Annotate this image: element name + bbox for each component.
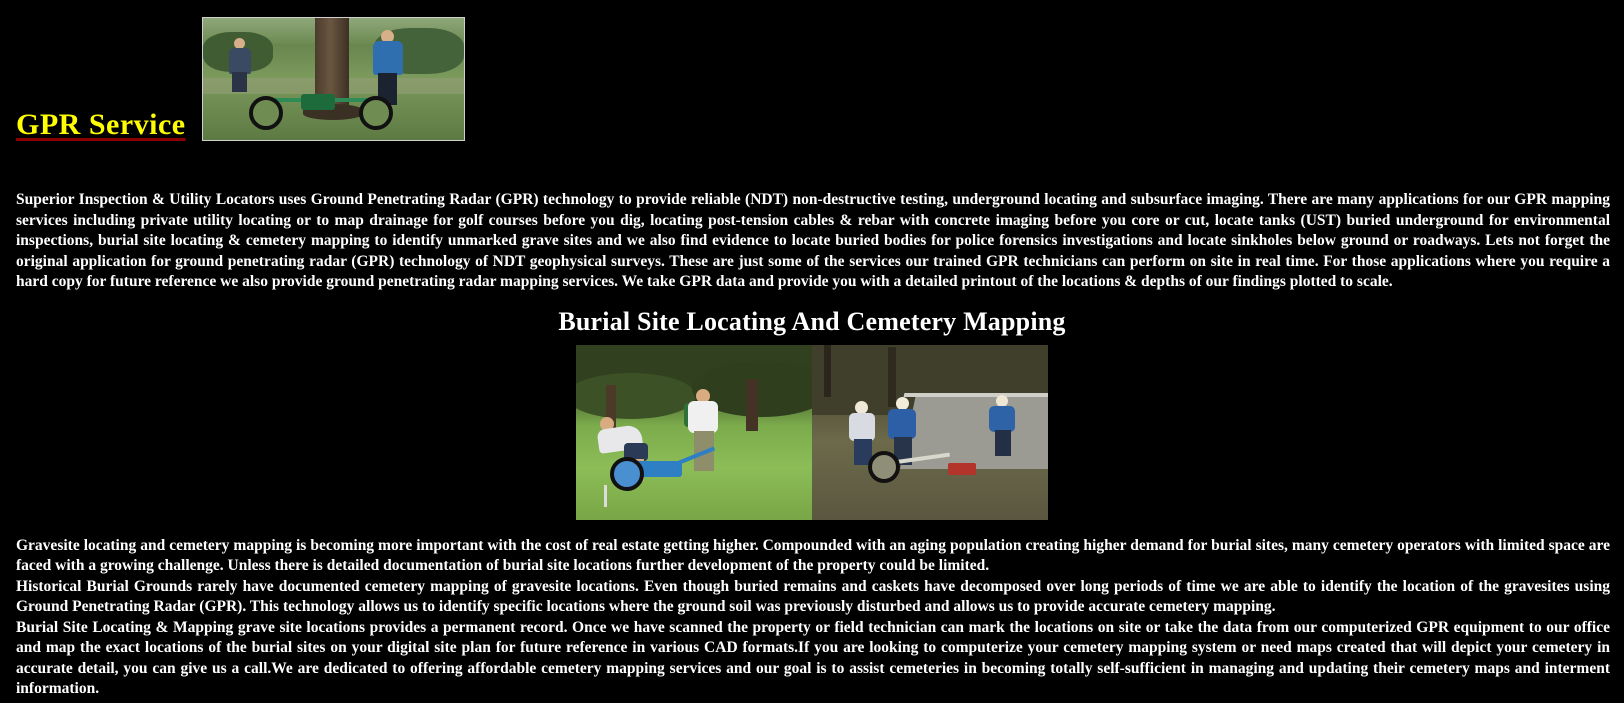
body-paragraph-1: Gravesite locating and cemetery mapping is becoming more important with the cost of real estate getting higher. Compounded with an aging population creating higher demand for burial sites, many cemetery operators with limited space are faced with a growing challenge. Unless there is detailed documentation of burial site locations further development of the property could be limited. (16, 536, 1610, 574)
body-paragraph-3: Burial Site Locating & Mapping grave site locations provides a permanent record. Once we have scanned the property or field technician can mark the locations on site or take the data from our computerized GPR equipment to our office and map the exact locations of the burial sites on your digital site plan for future reference in various CAD formats.If you are looking to computerize your cemetery mapping system or need maps created that will depict your cemetery in accurate detail, you can give us a call.We are dedicated to offering affordable cemetery mapping services and our goal is to assist cemeteries in becoming totally self-sufficient in managing and updating their cemetery maps and interment information. (16, 618, 1610, 697)
section-image-pair (576, 345, 1048, 520)
cemetery-lawn-scan-photo (576, 345, 812, 520)
section-heading: Burial Site Locating And Cemetery Mapping (558, 306, 1066, 336)
body-paragraph-2: Historical Burial Grounds rarely have documented cemetery mapping of gravesite locations. Even though buried remains and caskets have decomposed over long periods of time we are able to identify the location of the gravesites using Ground Penetrating Radar (GPR). This technology allows us to identify specific locations where the ground soil was previously disturbed and allows us to provide accurate cemetery mapping. (16, 577, 1610, 615)
header (0, 0, 1624, 160)
intro-paragraph: Superior Inspection & Utility Locators uses Ground Penetrating Radar (GPR) technology to provide reliable (NDT) non-destructive testing, underground locating and subsurface imaging. There are many applications for our GPR mapping services including private utility locating or to map drainage for golf courses before you dig, locating post-tension cables & rebar with concrete imaging before you core or cut, locate tanks (UST) buried underground for environmental inspections, burial site locating & cemetery mapping to identify unmarked grave sites and we also find evidence to locate buried bodies for police forensics investigations and locate sinkholes below ground or roadways. Lets not forget the original application for ground penetrating radar (GPR) technology of NDT geophysical surveys. These are just some of the services our trained GPR technicians can perform on site in real time. For those applications where you require a hard copy for future reference we also provide ground penetrating radar mapping services. We take GPR data and provide you with a detailed printout of the locations & depths of our findings plotted to scale. (16, 191, 1610, 290)
roadside-survey-photo (812, 345, 1048, 520)
body-paragraphs (16, 536, 1610, 700)
page-title: GPR Service (16, 108, 186, 141)
gpr-survey-photo (202, 17, 465, 141)
